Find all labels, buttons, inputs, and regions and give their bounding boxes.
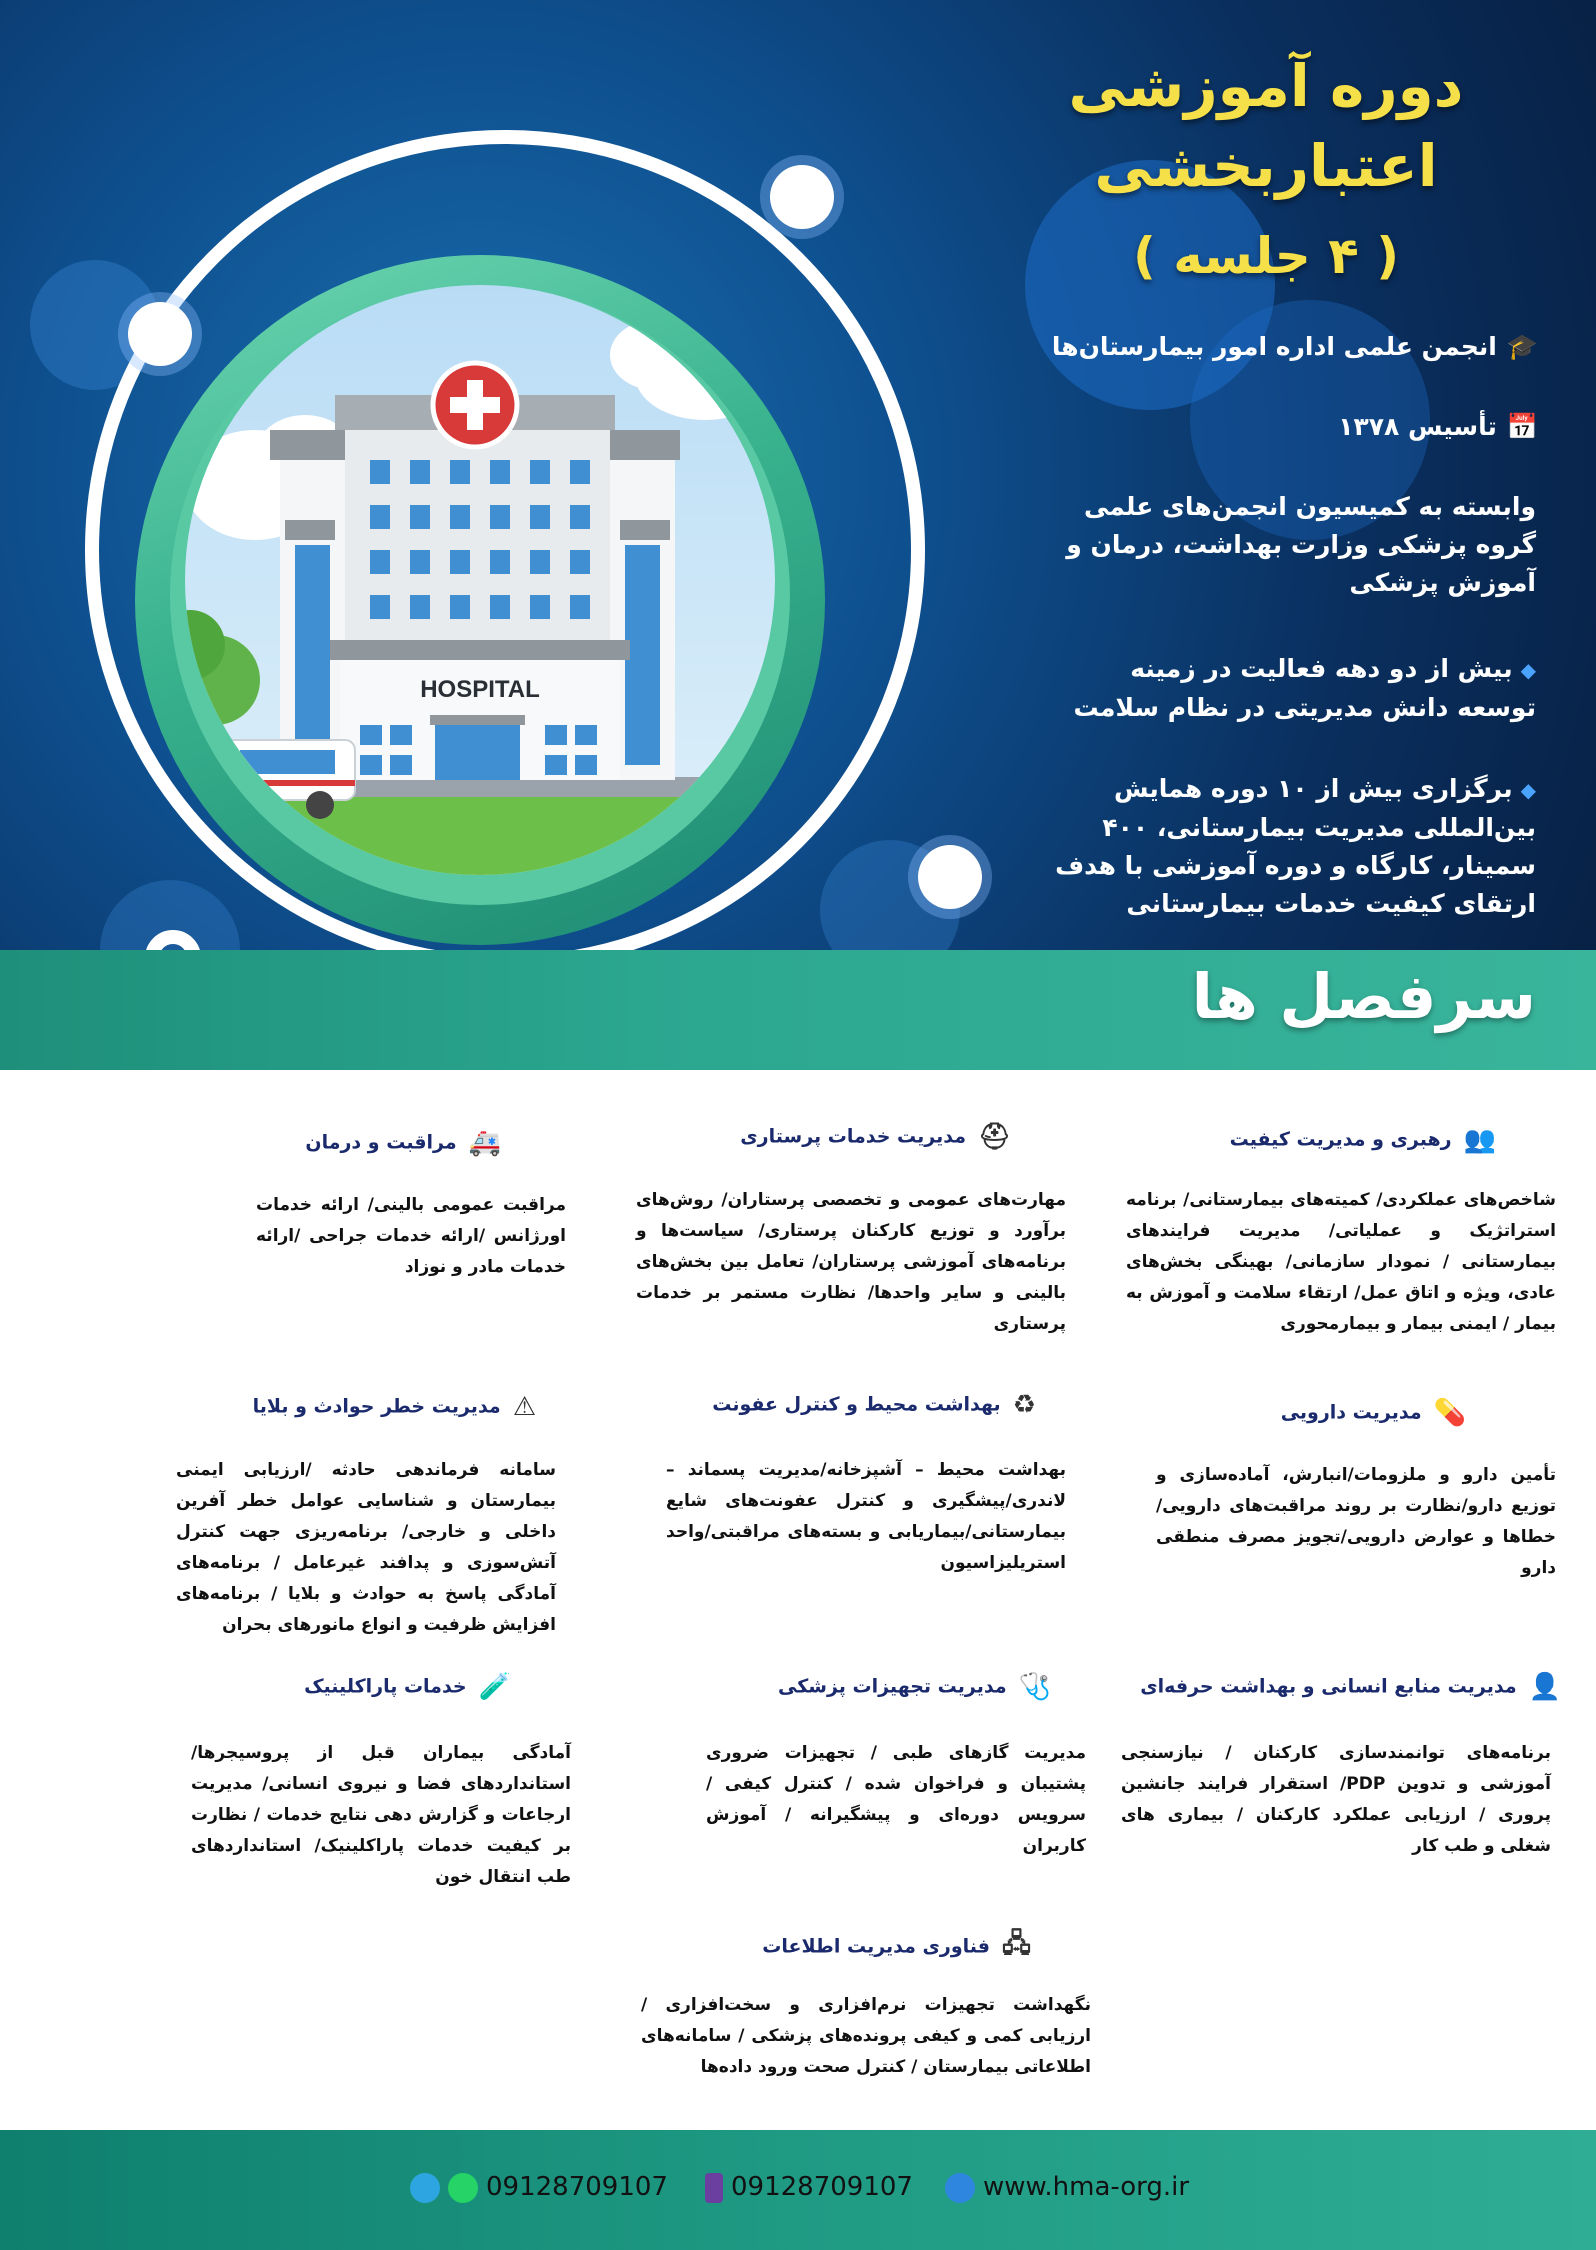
diamond-bullet-icon: ◆ [1520,658,1536,682]
section-title: 🚑مراقبت و درمان [305,1128,501,1158]
section-body: تأمین دارو و ملزومات/انبارش، آماده‌سازی و توزیع دارو/نظارت بر روند مراقبت‌های دارویی/خطاها و عوارض دارویی/تجویز مصرف منطقی دارو [1156,1465,1556,1578]
section-body: سامانه فرماندهی حادثه /ارزیابی ایمنی بیمارستان و شناسایی عوامل خطر آفرین داخلی و خارجی/ برنامه‌ریزی جهت کنترل آتش‌سوزی و پدافند غیرعامل / برنامه‌های آمادگی پاسخ به حوادث و بلایا / برنامه‌های افزایش ظرفیت و انواع مانورهای بحران [176,1460,556,1635]
stethoscope-icon: 🩺 [1018,1672,1051,1702]
section-body: نگهداشت تجهیزات نرم‌افزاری و سخت‌افزاری / ارزیابی کمی و کیفی پرونده‌های پزشکی / سامانه‌های اطلاعاتی بیمارستان / کنترل صحت ورود داده‌ها [641,1995,1091,2077]
website-url: www.hma-org.ir [983,2172,1190,2202]
decor-knob [918,845,982,909]
hospital-sign: HOSPITAL [420,676,540,703]
section-body: بهداشت محیط – آشپزخانه/مدیریت پسماند – لاندری/پیشگیری و کنترل عفونت‌های شایع بیمارستانی/بیماریابی و بسته‌های مراقبتی/واحد استریلیزاسیون [666,1460,1066,1573]
hero-banner [0,0,1596,1050]
diamond-bullet-icon: ◆ [1520,778,1536,802]
section-title: ♻بهداشت محیط و کنترل عفونت [712,1390,1036,1420]
affiliation: وابسته به کمیسیون انجمن‌های علمی گروه پزشکی وزارت بهداشت، درمان و آموزش پزشکی [1066,492,1536,597]
section-title: 🖧فناوری مدیریت اطلاعات [762,1925,1031,1969]
section-body: مراقبت عمومی بالینی/ ارائه خدمات اورژانس /ارائه خدمات جراحی /ارائه خدمات مادر و نوزاد [256,1195,566,1277]
section-body: برنامه‌های توانمندسازی کارکنان / نیازسنجی آموزشی و تدوین PDP/ استقرار فرایند جانشین پروری / ارزیابی عملکرد کارکنان / بیماری های شغلی و طب کار [1121,1743,1551,1856]
recycle-icon: ♻ [1012,1390,1036,1420]
decor-knob [770,165,834,229]
org-name-row [1052,328,1538,366]
bullet-2-text: برگزاری بیش از ۱۰ دوره همایش بین‌المللی مدیریت بیمارستانی، ۴۰۰ سمینار، کارگاه و دوره آموزشی با هدف ارتقای کیفیت خدمات بیمارستانی [1055,774,1536,918]
founded-row [1338,408,1538,446]
pill-bottle-icon: 💊 [1433,1398,1466,1428]
bullet-1 [1046,650,1536,727]
section-body: شاخص‌های عملکردی/ کمیته‌های بیمارستانی/ برنامه استراتژیک و عملیاتی/ مدیریت فرایندهای بیمارستانی / نمودار سازمانی/ بهینگی بخش‌های عادی، ویژه و اتاق عمل/ ارتقاء سلامت و آموزش به بیمار / ایمنی بیمار و بیمارمحوری [1126,1190,1556,1334]
globe-icon [945,2173,975,2203]
section-title: 👥رهبری و مدیریت کیفیت [1229,1125,1496,1155]
telegram-icon [410,2173,440,2203]
mobile-phone: 09128709107 [731,2172,913,2202]
whatsapp-icon [448,2173,478,2203]
section-title: 💊مدیریت دارویی [1280,1398,1466,1428]
decor-knob [128,302,192,366]
network-icon: 🖧 [1002,1929,1031,1959]
section-title: ⛑مدیریت خدمات پرستاری [740,1122,1011,1152]
section-title: 👤مدیریت منابع انسانی و بهداشت حرفه‌ای [1140,1672,1561,1702]
course-title-line1: دوره آموزشی [1068,52,1464,120]
test-tubes-icon: 🧪 [478,1672,511,1702]
hospital-illustration [185,285,775,875]
team-icon: 👥 [1463,1125,1496,1155]
graduation-cap-icon: 🎓 [1506,332,1538,361]
mobile-phone-icon [705,2173,723,2203]
section-body: آمادگی بیماران قبل از پروسیجرها/ استانداردهای فضا و نیروی انسانی/ مدیریت ارجاعات و گزارش دهی نتایج خدمات / نظارت بر کیفیت خدمات پاراکلینیک/ استانداردهای طب انتقال خون [191,1743,571,1887]
section-title: 🧪خدمات پاراکلینیک [304,1672,511,1702]
topics-heading: سرفصل ها [1191,960,1536,1033]
course-sessions: ( ۴ جلسه ) [1132,227,1400,285]
section-body: مدیریت گازهای طبی / تجهیزات ضروری پشتیبان و فراخوان شده / کنترل کیفی / سرویس دوره‌ای و پیشگیرانه / آموزش کاربران [706,1743,1086,1856]
section-body: مهارت‌های عمومی و تخصصی پرستاران/ روش‌های برآورد و توزیع کارکنان پرستاری/ سیاست‌ها و برنامه‌های آموزشی پرستاران/ تعامل بین بخش‌های بالینی و سایر واحدها/ نظارت مستمر بر خدمات پرستاری [636,1190,1066,1334]
ambulance-icon: 🚑 [468,1128,501,1158]
section-title: 🩺مدیریت تجهیزات پزشکی [777,1672,1051,1702]
nurse-icon: ⛑ [977,1122,1011,1152]
warning-icon: ⚠ [512,1392,536,1422]
hr-icon: 👤 [1528,1672,1561,1702]
founded-year: تأسیس ۱۳۷۸ [1338,412,1497,441]
website-link[interactable] [945,2172,1189,2203]
bullet-1-text: بیش از دو دهه فعالیت در زمینه توسعه دانش مدیریتی در نظام سلامت [1073,654,1536,722]
calendar-icon: 📅 [1506,412,1538,441]
messaging-phone: 09128709107 [486,2172,668,2202]
course-title-line2: اعتباربخشی [1094,132,1438,200]
messaging-contact[interactable] [410,2172,668,2203]
section-title: ⚠مدیریت خطر حوادث و بلایا [252,1392,536,1422]
hospital-svg [185,285,775,875]
mobile-contact[interactable] [705,2172,913,2203]
org-name: انجمن علمی اداره امور بیمارستان‌ها [1051,332,1497,361]
bullet-2 [1046,770,1536,923]
